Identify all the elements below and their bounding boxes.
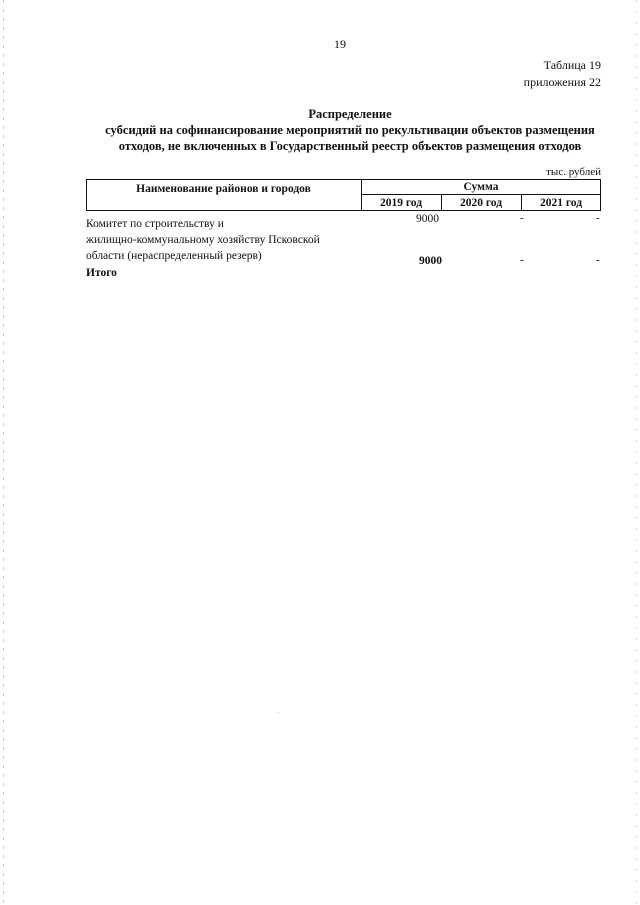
total-value-2021: - <box>596 254 600 266</box>
header-name-column: Наименование районов и городов <box>136 183 311 195</box>
table-sum-divider <box>361 194 601 195</box>
row-value-2019: 9000 <box>416 213 439 225</box>
table-row <box>86 216 320 264</box>
row-value-2021: - <box>596 212 600 224</box>
title-line1: Распределение <box>308 107 392 121</box>
units-label: тыс. рублей <box>546 166 601 178</box>
scan-edge-right <box>636 0 637 905</box>
row-name-line1: Комитет по строительству и <box>86 218 224 230</box>
scan-edge-left <box>3 0 4 905</box>
header-year-2019: 2019 год <box>379 197 423 209</box>
page-number: 19 <box>334 37 346 51</box>
row-name-line3: области (нераспределенный резерв) <box>86 250 262 262</box>
title-line3: отходов, не включенных в Государственный реестр объектов размещения отходов <box>118 139 582 153</box>
title-line2: субсидий на софинансирование мероприятий по рекультивации объектов размещения <box>105 123 595 137</box>
row-name-line2: жилищно-коммунальному хозяйству Псковской <box>86 234 320 246</box>
table-ref-line1: Таблица 19 <box>543 58 601 72</box>
table-header <box>86 179 601 211</box>
total-value-2020: - <box>520 254 524 266</box>
table-reference <box>524 57 601 91</box>
row-value-2020: - <box>520 212 524 224</box>
header-year-2020: 2020 год <box>459 197 503 209</box>
total-label: Итого <box>86 267 117 279</box>
total-value-2019: 9000 <box>419 255 442 267</box>
header-sum: Сумма <box>463 181 499 193</box>
header-year-2021: 2021 год <box>539 197 583 209</box>
table-ref-line2: приложения 22 <box>523 75 601 89</box>
document-title <box>70 106 630 154</box>
scan-speck <box>278 712 279 713</box>
table-border-bottom <box>86 210 601 211</box>
